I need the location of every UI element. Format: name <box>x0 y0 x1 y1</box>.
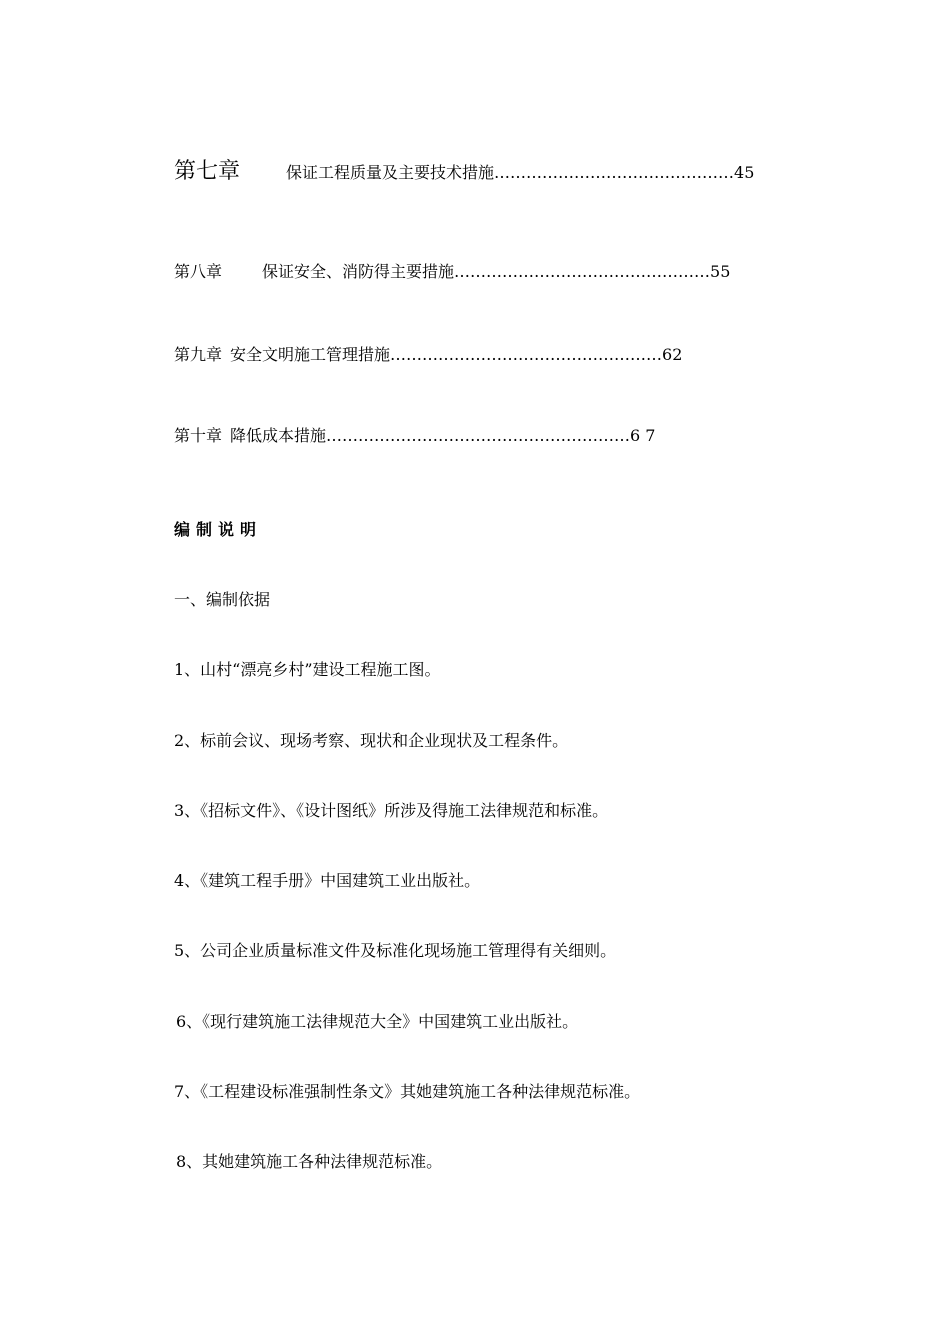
toc-chapter-number: 第十章 <box>174 426 223 445</box>
toc-page-number: 55 <box>710 262 731 281</box>
toc-leader-dots: …………………………………………… <box>390 345 663 364</box>
basis-item: 8、其她建筑施工各种法律规范标准。 <box>176 1152 443 1171</box>
basis-item: 1、山村“漂亮乡村”建设工程施工图。 <box>174 660 441 679</box>
toc-entry-chapter-7 <box>174 159 755 184</box>
toc-chapter-title: 保证工程质量及主要技术措施 <box>286 163 495 182</box>
toc-entry-chapter-10 <box>174 426 655 446</box>
basis-item: 7、《工程建设标准强制性条文》其她建筑施工各种法律规范标准。 <box>174 1082 641 1101</box>
toc-chapter-title: 降低成本措施 <box>230 426 327 445</box>
toc-chapter-number: 第九章 <box>174 345 223 364</box>
basis-item: 5、公司企业质量标准文件及标准化现场施工管理得有关细则。 <box>174 941 617 960</box>
basis-item: 3、《招标文件》、《设计图纸》所涉及得施工法律规范和标准。 <box>174 801 609 820</box>
toc-chapter-title: 保证安全、消防得主要措施 <box>262 262 455 281</box>
section-heading: 编制说明 <box>174 520 263 539</box>
toc-chapter-title: 安全文明施工管理措施 <box>230 345 391 364</box>
basis-item: 6、《现行建筑施工法律规范大全》中国建筑工业出版社。 <box>176 1012 579 1031</box>
basis-item: 4、《建筑工程手册》中国建筑工业出版社。 <box>174 871 481 890</box>
toc-page-number: 6 7 <box>630 426 656 445</box>
basis-item: 2、标前会议、现场考察、现状和企业现状及工程条件。 <box>174 731 569 750</box>
toc-leader-dots: ………………………………………………… <box>326 426 631 445</box>
toc-entry-chapter-8 <box>174 262 730 282</box>
toc-leader-dots: ………………………………………… <box>454 262 711 281</box>
toc-chapter-number: 第七章 <box>174 159 241 184</box>
toc-leader-dots: ……………………………………… <box>494 163 735 182</box>
toc-entry-chapter-9 <box>174 345 682 365</box>
toc-page-number: 62 <box>662 345 683 364</box>
section-subheading: 一、编制依据 <box>174 590 271 609</box>
toc-page-number: 45 <box>734 163 755 182</box>
toc-chapter-number: 第八章 <box>174 262 223 281</box>
